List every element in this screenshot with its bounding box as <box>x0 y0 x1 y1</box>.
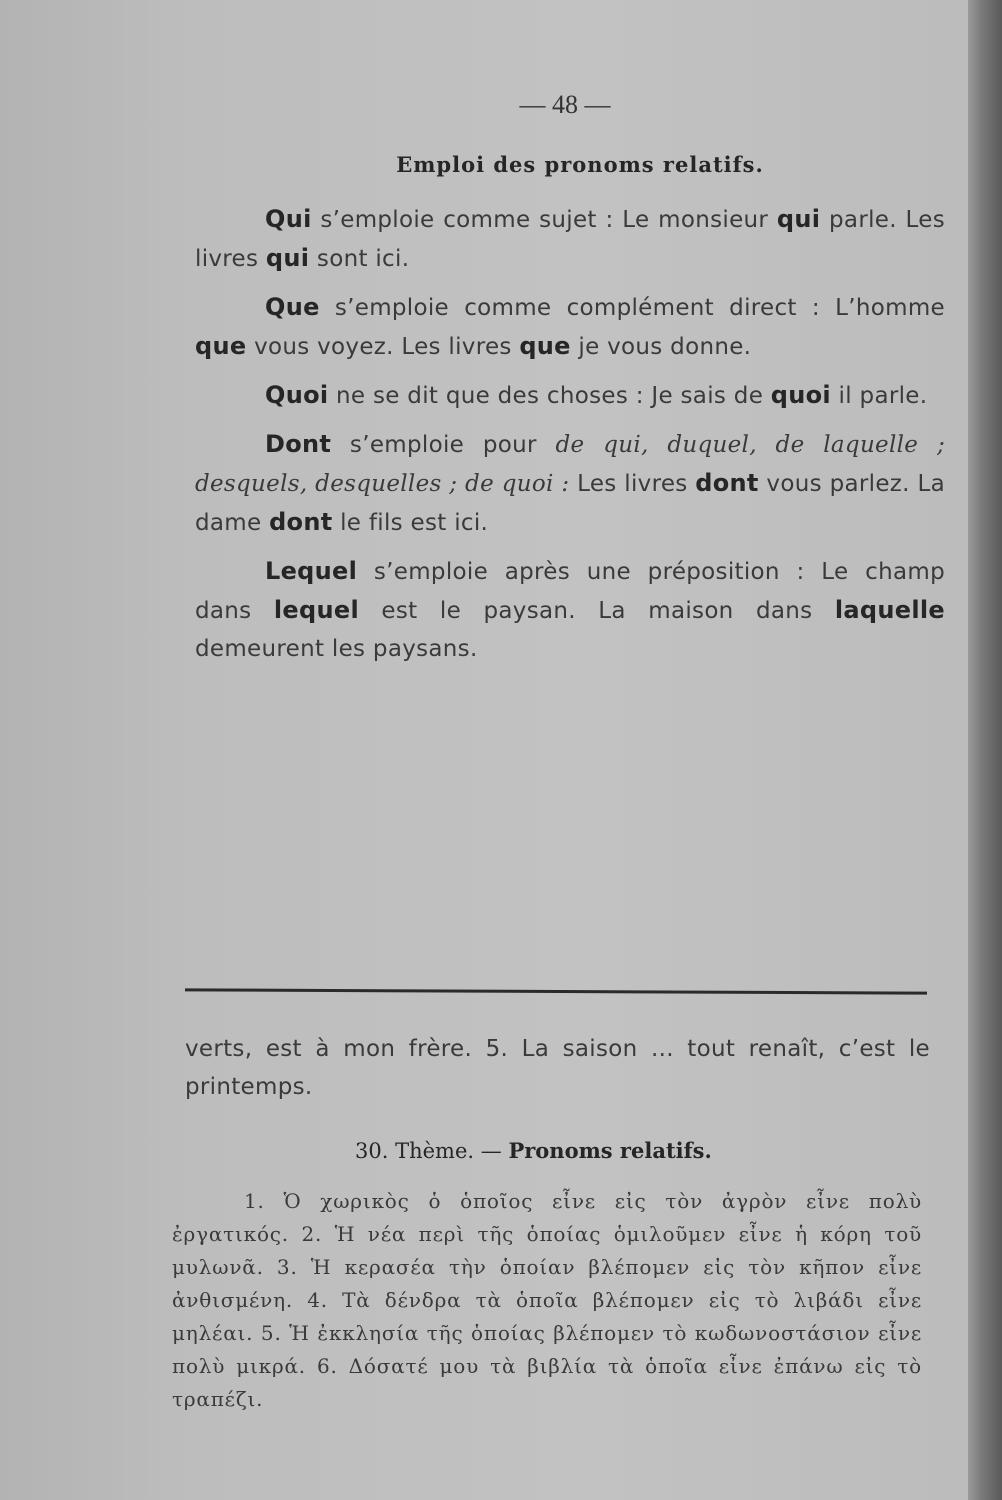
text: s’emploie après une préposition : Le champ dans <box>195 559 945 624</box>
keyword: Dont <box>265 430 332 458</box>
keyword: quoi <box>770 381 831 409</box>
text: est le paysan. La maison dans <box>358 598 835 624</box>
keyword: Que <box>265 293 320 321</box>
keyword: qui <box>265 244 310 272</box>
theme-title <box>355 1138 775 1163</box>
text: s’emploie pour <box>331 432 556 458</box>
paragraph-qui <box>195 200 945 278</box>
text: vous parlez. La dame <box>195 471 945 536</box>
text: je vous donne. <box>570 334 752 360</box>
greek-paragraph: 1. Ὁ χωρικὸς ὁ ὁποῖος εἶνε εἰς τὸν ἀγρὸν εἶνε πολὺ ἐργατικός. 2. Ἡ νέα περὶ τῆς ὁποίας ὁμιλοῦμεν εἶνε ἡ κόρη τοῦ μυλωνᾶ. 3. Ἡ κερασέα τὴν ὁποίαν βλέπομεν εἰς τὸν κῆπον εἶνε ἀνθισμένη. 4. Τὰ δένδρα τὰ ὁποῖα βλέπομεν εἰς τὸ λιβάδι εἶνε μηλέαι. 5. Ἡ ἐκκλησία τῆς ὁποίας βλέπομεν τὸ κωδωνοστάσιον εἶνε πολὺ μικρά. 6. Δόσατέ μου τὰ βιβλία τὰ ὁποῖα εἶνε ἐπάνω εἰς τὸ τραπέζι. <box>172 1189 922 1411</box>
page-number: — 48 — <box>519 90 611 119</box>
keyword: qui <box>776 205 821 233</box>
italic-text: de qui, duquel, de laquelle ; desquels, desquelles ; de quoi : <box>195 432 945 497</box>
separator-rule <box>185 988 927 994</box>
text: vous voyez. Les livres <box>246 334 520 360</box>
keyword: Lequel <box>265 557 358 585</box>
continuation-text: verts, est à mon frère. 5. La saison ... tout renaît, c’est le printemps. <box>185 1036 930 1100</box>
section-title: Emploi des pronoms relatifs. <box>396 152 764 177</box>
paragraph-dont <box>195 425 945 542</box>
paragraph-lequel <box>195 552 945 668</box>
theme-subject: Pronoms relatifs. <box>508 1138 712 1163</box>
text: Les livres <box>569 471 696 497</box>
keyword: dont <box>695 469 759 497</box>
paragraph-quoi <box>195 376 945 415</box>
keyword: que <box>519 332 571 360</box>
book-spine-shadow <box>968 0 1002 1500</box>
keyword: Quoi <box>265 381 329 409</box>
greek-exercise <box>172 1185 922 1416</box>
text: ne se dit que des choses : Je sais de <box>328 383 771 409</box>
keyword: que <box>195 332 247 360</box>
text: sont ici. <box>309 246 410 272</box>
text: s’emploie comme sujet : Le monsieur <box>311 207 777 233</box>
text: il parle. <box>830 383 928 409</box>
keyword: dont <box>269 508 333 536</box>
text: le fils est ici. <box>332 510 489 536</box>
text: parle. Les livres <box>195 207 945 272</box>
text: s’emploie comme complément direct : L’homme <box>319 295 945 321</box>
theme-number: 30. <box>355 1139 389 1163</box>
keyword: lequel <box>273 596 359 624</box>
theme-dash: — <box>474 1139 509 1163</box>
theme-label: Thème. <box>395 1139 475 1163</box>
text: demeurent les paysans. <box>195 636 478 662</box>
keyword: laquelle <box>834 596 945 624</box>
grammar-body <box>195 200 945 678</box>
paragraph-que <box>195 288 945 366</box>
keyword: Qui <box>265 205 312 233</box>
